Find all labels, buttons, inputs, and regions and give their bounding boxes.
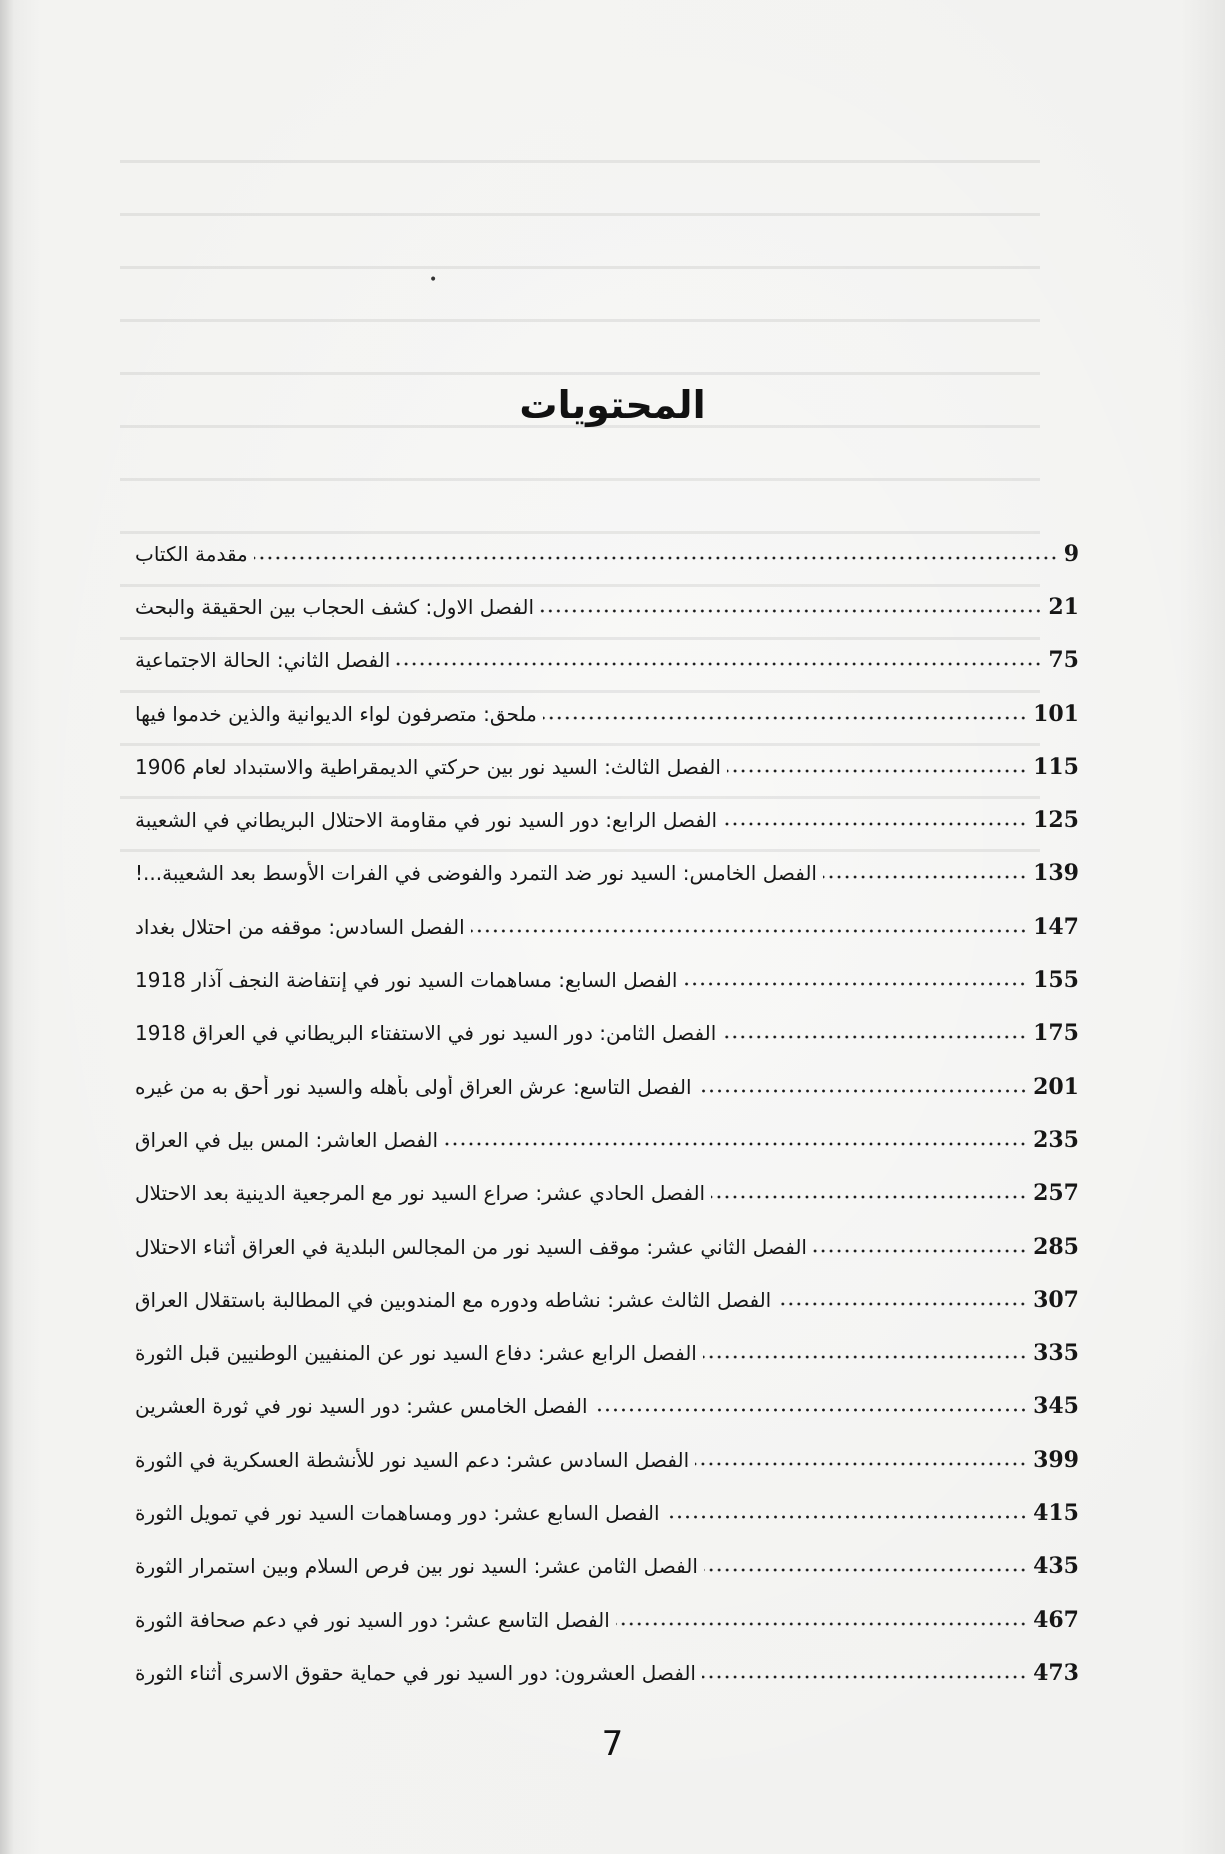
toc-entry[interactable] — [135, 740, 1079, 793]
toc-leader-dots — [616, 1621, 1027, 1627]
toc-leader-dots — [695, 1461, 1027, 1467]
toc-entry-title: ملحق: متصرفون لواء الديوانية والذين خدموا فيها — [135, 701, 537, 726]
toc-entry-title: الفصل السابع عشر: دور ومساهمات السيد نور في تمويل الثورة — [135, 1500, 660, 1525]
toc-entry[interactable] — [135, 634, 1079, 687]
toc-entry-title: الفصل الثاني عشر: موقف السيد نور من المجالس البلدية في العراق أثناء الاحتلال — [135, 1234, 807, 1259]
toc-entry[interactable] — [135, 900, 1079, 953]
toc-entry-title: الفصل الخامس: السيد نور ضد التمرد والفوضى في الفرات الأوسط بعد الشعيبة...! — [135, 861, 817, 886]
toc-entry-page: 473 — [1033, 1659, 1079, 1686]
toc-leader-dots — [722, 1034, 1027, 1040]
page-number: 7 — [601, 1724, 624, 1764]
toc-leader-dots — [543, 715, 1027, 721]
toc-entry-page: 139 — [1033, 860, 1079, 887]
toc-leader-dots — [777, 1301, 1027, 1307]
table-of-contents — [135, 527, 1079, 1700]
toc-leader-dots — [698, 1088, 1028, 1094]
toc-leader-dots — [471, 928, 1027, 934]
toc-leader-dots — [723, 821, 1027, 827]
toc-leader-dots — [594, 1407, 1027, 1413]
toc-entry-page: 125 — [1033, 807, 1079, 834]
toc-entry[interactable] — [135, 1167, 1079, 1220]
toc-entry-title: الفصل الثامن: دور السيد نور في الاستفتاء البريطاني في العراق 1918 — [135, 1021, 717, 1046]
toc-entry[interactable] — [135, 1220, 1079, 1273]
toc-entry-page: 235 — [1033, 1126, 1079, 1153]
toc-entry-title: الفصل السابع: مساهمات السيد نور في إنتفاضة النجف آذار 1918 — [135, 968, 678, 993]
toc-leader-dots — [727, 768, 1027, 774]
binding-shadow — [0, 0, 14, 1854]
toc-entry[interactable] — [135, 1273, 1079, 1326]
toc-entry-page: 285 — [1033, 1233, 1079, 1260]
toc-entry[interactable] — [135, 1007, 1079, 1060]
ink-speck: • — [429, 272, 438, 288]
toc-leader-dots — [254, 555, 1058, 561]
toc-entry-title: الفصل السادس: موقفه من احتلال بغداد — [135, 914, 465, 939]
toc-entry-page: 257 — [1033, 1180, 1079, 1207]
toc-entry[interactable] — [135, 793, 1079, 846]
toc-entry-title: الفصل الخامس عشر: دور السيد نور في ثورة العشرين — [135, 1394, 588, 1419]
toc-entry-title: الفصل التاسع عشر: دور السيد نور في دعم صحافة الثورة — [135, 1607, 610, 1632]
toc-entry-page: 307 — [1033, 1286, 1079, 1313]
toc-entry[interactable] — [135, 1060, 1079, 1113]
toc-leader-dots — [813, 1248, 1027, 1254]
toc-entry-title: مقدمة الكتاب — [135, 541, 248, 566]
page-title: المحتويات — [519, 383, 706, 428]
toc-entry-title: الفصل العاشر: المس بيل في العراق — [135, 1127, 439, 1152]
toc-entry[interactable] — [135, 1646, 1079, 1699]
toc-leader-dots — [702, 1674, 1027, 1680]
toc-entry[interactable] — [135, 1113, 1079, 1166]
toc-entry-page: 201 — [1033, 1073, 1079, 1100]
toc-entry-title: الفصل السادس عشر: دعم السيد نور للأنشطة العسكرية في الثورة — [135, 1447, 690, 1472]
toc-entry[interactable] — [135, 1433, 1079, 1486]
toc-entry-title: الفصل التاسع: عرش العراق أولى بأهله والسيد نور أحق به من غيره — [135, 1074, 692, 1099]
toc-entry[interactable] — [135, 1486, 1079, 1539]
toc-entry-page: 467 — [1033, 1606, 1079, 1633]
toc-entry[interactable] — [135, 1593, 1079, 1646]
toc-entry-page: 75 — [1048, 647, 1079, 674]
toc-leader-dots — [540, 608, 1042, 614]
toc-entry[interactable] — [135, 580, 1079, 633]
toc-entry[interactable] — [135, 953, 1079, 1006]
toc-entry-page: 345 — [1033, 1393, 1079, 1420]
toc-leader-dots — [823, 874, 1027, 880]
toc-entry-page: 435 — [1033, 1553, 1079, 1580]
toc-entry-page: 101 — [1033, 700, 1079, 727]
toc-leader-dots — [396, 661, 1042, 667]
toc-entry-page: 335 — [1033, 1340, 1079, 1367]
toc-entry-page: 155 — [1033, 967, 1079, 994]
toc-entry[interactable] — [135, 527, 1079, 580]
toc-entry-title: الفصل الرابع: دور السيد نور في مقاومة الاحتلال البريطاني في الشعيبة — [135, 808, 718, 833]
toc-entry-title: الفصل العشرون: دور السيد نور في حماية حقوق الاسرى أثناء الثورة — [135, 1660, 696, 1685]
toc-entry[interactable] — [135, 847, 1079, 900]
toc-leader-dots — [711, 1194, 1027, 1200]
toc-entry-title: الفصل الاول: كشف الحجاب بين الحقيقة والبحث — [135, 594, 535, 619]
toc-entry[interactable] — [135, 1540, 1079, 1593]
toc-entry-page: 415 — [1033, 1499, 1079, 1526]
toc-entry-page: 9 — [1063, 540, 1079, 567]
toc-entry-title: الفصل الرابع عشر: دفاع السيد نور عن المنفيين الوطنيين قبل الثورة — [135, 1341, 697, 1366]
toc-leader-dots — [683, 981, 1027, 987]
toc-entry-title: الفصل الثامن عشر: السيد نور بين فرص السلام وبين استمرار الثورة — [135, 1554, 698, 1579]
toc-entry-page: 147 — [1033, 913, 1079, 940]
toc-entry-title: الفصل الثاني: الحالة الاجتماعية — [135, 648, 391, 673]
toc-entry-title: الفصل الثالث: السيد نور بين حركتي الديمقراطية والاستبداد لعام 1906 — [135, 754, 721, 779]
toc-leader-dots — [666, 1514, 1028, 1520]
toc-entry-page: 175 — [1033, 1020, 1079, 1047]
toc-entry-page: 399 — [1033, 1446, 1079, 1473]
toc-entry[interactable] — [135, 1380, 1079, 1433]
toc-entry-title: الفصل الثالث عشر: نشاطه ودوره مع المندوبين في المطالبة باستقلال العراق — [135, 1287, 772, 1312]
toc-leader-dots — [704, 1567, 1027, 1573]
toc-leader-dots — [444, 1141, 1027, 1147]
toc-entry-page: 115 — [1033, 753, 1079, 780]
toc-entry[interactable] — [135, 687, 1079, 740]
toc-leader-dots — [703, 1354, 1027, 1360]
toc-entry-title: الفصل الحادي عشر: صراع السيد نور مع المرجعية الدينية بعد الاحتلال — [135, 1181, 706, 1206]
toc-entry-page: 21 — [1048, 593, 1079, 620]
toc-entry[interactable] — [135, 1326, 1079, 1379]
